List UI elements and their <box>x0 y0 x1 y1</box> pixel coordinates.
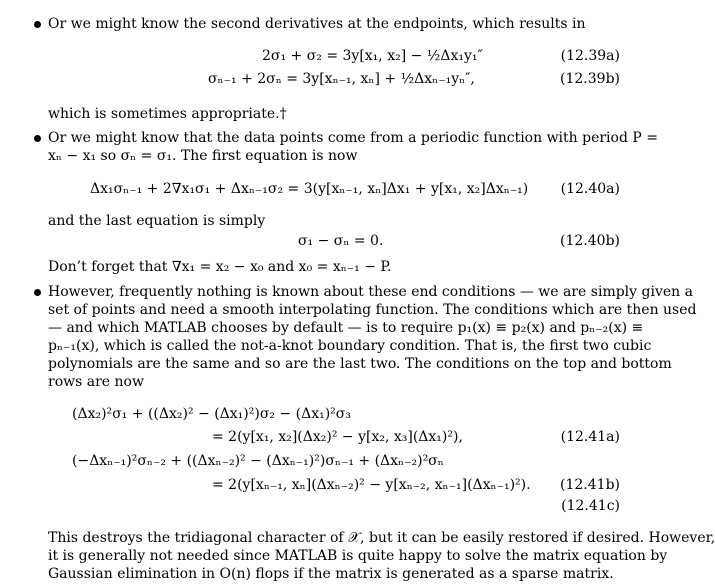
paragraph-text: Don’t forget that ∇x₁ = x₂ − x₀ and x₀ = xₙ₋₁ − P. <box>48 259 392 275</box>
equation-12-41a-lhs: (Δx₂)²σ₁ + ((Δx₂)² − (Δx₁)²)σ₂ − (Δx₁)²σ₃ <box>72 406 351 422</box>
paragraph-text: pₙ₋₁(x), which is called the not-a-knot boundary condition. That is, the first two cubic <box>48 338 652 354</box>
equation-12-40b: σ₁ − σₙ = 0. <box>298 233 384 249</box>
equation-12-40a: Δx₁σₙ₋₁ + 2∇x₁σ₁ + Δxₙ₋₁σ₂ = 3(y[xₙ₋₁, xₙ]Δx₁ + y[x₁, x₂]Δxₙ₋₁) <box>90 181 529 197</box>
paragraph-text: polynomials are the same and so are the last two. The conditions on the top and bottom <box>48 356 672 372</box>
paragraph-text: Or we might know that the data points come from a periodic function with period P = <box>48 130 658 146</box>
equation-number: (12.40a) <box>560 181 620 197</box>
paragraph-text: However, frequently nothing is known about these end conditions — we are simply given a <box>48 284 693 300</box>
paragraph-text: set of points and need a smooth interpolating function. The conditions which are then used <box>48 302 697 318</box>
equation-12-39a: 2σ₁ + σ₂ = 3y[x₁, x₂] − ½Δx₁y₁″ <box>262 48 483 64</box>
paragraph-text: and the last equation is simply <box>48 213 266 229</box>
equation-number: (12.41b) <box>560 477 620 493</box>
bullet-marker <box>34 135 41 142</box>
equation-12-41a-rhs: = 2(y[x₁, x₂](Δx₂)² − y[x₂, x₃](Δx₁)²), <box>212 429 463 445</box>
paragraph-text: This destroys the tridiagonal character of 𝒳, but it can be easily restored if desired. However, <box>48 530 715 546</box>
paragraph-text: — and which MATLAB chooses by default — is to require p₁(x) ≡ p₂(x) and pₙ₋₂(x) ≡ <box>48 320 644 336</box>
paragraph-text: it is generally not needed since MATLAB is quite happy to solve the matrix equation by <box>48 548 668 564</box>
paragraph-text: Gaussian elimination in O(n) flops if the matrix is generated as a sparse matrix. <box>48 566 614 582</box>
equation-12-41b-rhs: = 2(y[xₙ₋₁, xₙ](Δxₙ₋₂)² − y[xₙ₋₂, xₙ₋₁](Δxₙ₋₁)²). <box>212 477 531 493</box>
equation-number: (12.41c) <box>561 498 620 514</box>
equation-number: (12.40b) <box>560 233 620 249</box>
paragraph-text: Or we might know the second derivatives at the endpoints, which results in <box>48 16 586 32</box>
equation-number: (12.41a) <box>560 429 620 445</box>
equation-12-41b-lhs: (−Δxₙ₋₁)²σₙ₋₂ + ((Δxₙ₋₂)² − (Δxₙ₋₁)²)σₙ₋₁ + (Δxₙ₋₂)²σₙ <box>72 453 444 469</box>
bullet-marker <box>34 21 41 28</box>
paragraph-text: xₙ − x₁ so σₙ = σ₁. The first equation is now <box>48 148 358 164</box>
paragraph-text: which is sometimes appropriate.† <box>48 106 287 122</box>
equation-number: (12.39a) <box>560 48 620 64</box>
paragraph-text: rows are now <box>48 374 144 390</box>
equation-number: (12.39b) <box>560 71 620 87</box>
bullet-marker <box>34 289 41 296</box>
equation-12-39b: σₙ₋₁ + 2σₙ = 3y[xₙ₋₁, xₙ] + ½Δxₙ₋₁yₙ″, <box>208 71 475 87</box>
